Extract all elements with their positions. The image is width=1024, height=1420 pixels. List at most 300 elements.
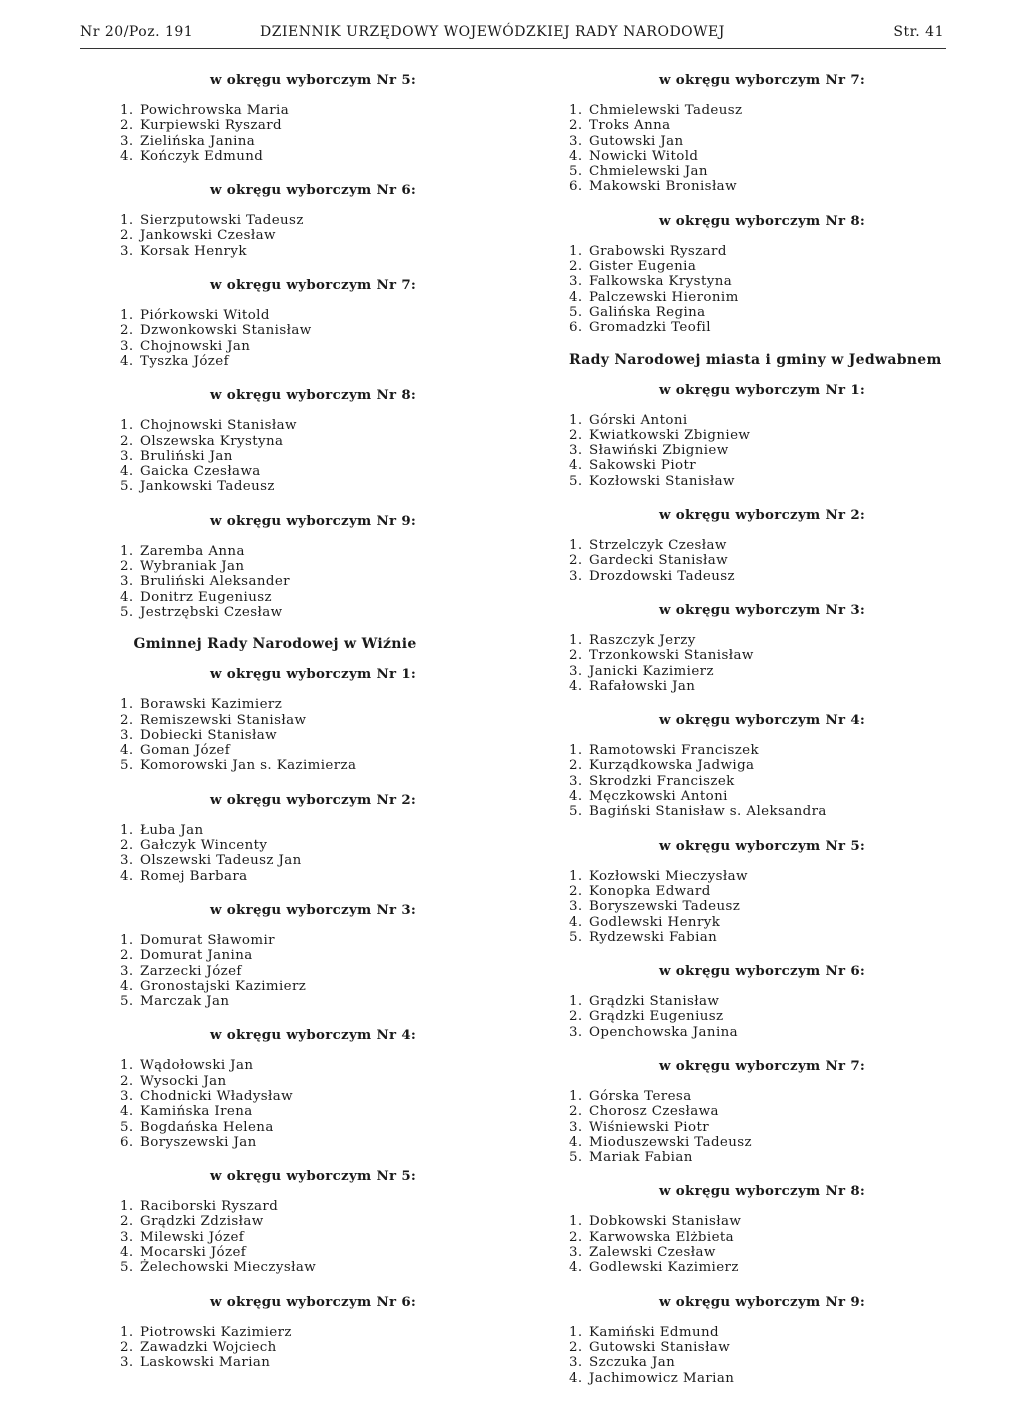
- member-number: 5.: [120, 604, 134, 620]
- member-number: 4.: [120, 743, 134, 759]
- district-block: [120, 1292, 430, 1371]
- member-item: [569, 1340, 959, 1355]
- member-list: [569, 633, 959, 694]
- member-number: 2.: [120, 1214, 134, 1230]
- member-name: Romej Barbara: [140, 868, 248, 884]
- member-item: [120, 1135, 430, 1150]
- district-heading-text: w okręgu wyborczym Nr 6:: [210, 1293, 417, 1310]
- member-item: [569, 103, 959, 118]
- member-item: [120, 758, 430, 773]
- member-item: [569, 1245, 959, 1260]
- member-name: Kamiński Edmund: [589, 1324, 719, 1340]
- member-name: Łuba Jan: [140, 822, 204, 838]
- member-item: [120, 244, 430, 259]
- district-heading-text: w okręgu wyborczym Nr 5:: [659, 837, 866, 854]
- member-item: [569, 428, 959, 443]
- district-block: [120, 385, 430, 494]
- member-number: 3.: [120, 1355, 134, 1371]
- member-name: Mariak Fabian: [589, 1150, 693, 1166]
- member-list: [120, 697, 430, 773]
- member-name: Gałczyk Wincenty: [140, 838, 268, 854]
- member-number: 2.: [120, 323, 134, 339]
- member-item: [569, 538, 959, 553]
- member-number: 2.: [569, 883, 583, 899]
- member-number: 5.: [569, 929, 583, 945]
- member-name: Laskowski Marian: [140, 1355, 271, 1371]
- member-item: [120, 1074, 430, 1089]
- member-name: Grabowski Ryszard: [589, 243, 727, 259]
- member-list: [569, 994, 959, 1040]
- member-number: 2.: [120, 433, 134, 449]
- member-number: 5.: [569, 164, 583, 180]
- district-heading-text: w okręgu wyborczym Nr 9:: [210, 512, 417, 529]
- member-item: [569, 758, 959, 773]
- member-number: 3.: [569, 1355, 583, 1371]
- member-item: [120, 339, 430, 354]
- member-number: 2.: [569, 1339, 583, 1355]
- left-column: [120, 70, 430, 1387]
- member-name: Chojnowski Jan: [140, 338, 251, 354]
- member-number: 2.: [120, 559, 134, 575]
- member-number: 4.: [569, 1134, 583, 1150]
- right-column: [569, 70, 959, 1402]
- member-name: Trzonkowski Stanisław: [589, 648, 754, 664]
- member-name: Skrodzki Franciszek: [589, 773, 735, 789]
- district-block: [569, 1056, 959, 1165]
- member-name: Zalewski Czesław: [589, 1245, 716, 1261]
- member-item: [569, 179, 959, 194]
- member-item: [569, 899, 959, 914]
- member-number: 6.: [569, 320, 583, 336]
- member-number: 5.: [569, 1150, 583, 1166]
- member-name: Kozłowski Mieczysław: [589, 868, 748, 884]
- member-list: [120, 1325, 430, 1371]
- member-name: Mocarski Józef: [140, 1245, 247, 1261]
- district-block: [120, 511, 430, 620]
- member-item: [569, 443, 959, 458]
- member-number: 4.: [569, 148, 583, 164]
- member-number: 3.: [120, 133, 134, 149]
- member-item: [569, 244, 959, 259]
- member-name: Szczuka Jan: [589, 1355, 676, 1371]
- member-item: [120, 933, 430, 948]
- member-number: 2.: [569, 1104, 583, 1120]
- member-number: 3.: [569, 773, 583, 789]
- member-number: 3.: [569, 274, 583, 290]
- member-number: 3.: [120, 338, 134, 354]
- member-name: Karwowska Elżbieta: [589, 1229, 735, 1245]
- member-number: 4.: [569, 789, 583, 805]
- member-name: Zarzecki Józef: [140, 963, 242, 979]
- district-heading-text: w okręgu wyborczym Nr 3:: [659, 601, 866, 618]
- member-list: [120, 933, 430, 1009]
- member-item: [120, 1230, 430, 1245]
- member-number: 3.: [120, 243, 134, 259]
- member-number: 1.: [569, 632, 583, 648]
- member-number: 4.: [120, 464, 134, 480]
- member-item: [569, 118, 959, 133]
- member-name: Chodnicki Władysław: [140, 1088, 294, 1104]
- district-block: [569, 70, 959, 195]
- member-number: 1.: [569, 994, 583, 1010]
- member-item: [120, 823, 430, 838]
- member-number: 3.: [569, 568, 583, 584]
- district-heading: [569, 600, 959, 620]
- member-name: Goman Józef: [140, 743, 231, 759]
- member-name: Boryszewski Jan: [140, 1134, 257, 1150]
- member-item: [120, 1199, 430, 1214]
- member-name: Dobiecki Stanisław: [140, 727, 278, 743]
- member-item: [120, 134, 430, 149]
- district-block: [120, 664, 430, 773]
- member-name: Mioduszewski Tadeusz: [589, 1134, 753, 1150]
- district-heading-text: w okręgu wyborczym Nr 8:: [210, 387, 417, 404]
- district-block: [569, 380, 959, 489]
- member-item: [120, 118, 430, 133]
- member-name: Powichrowska Maria: [140, 103, 290, 118]
- member-name: Górska Teresa: [589, 1088, 692, 1104]
- member-name: Wybraniak Jan: [140, 559, 245, 575]
- district-heading-text: w okręgu wyborczym Nr 1:: [659, 381, 866, 398]
- district-block: [120, 900, 430, 1009]
- member-item: [120, 1104, 430, 1119]
- member-item: [120, 728, 430, 743]
- district-heading-text: w okręgu wyborczym Nr 9:: [659, 1293, 866, 1310]
- member-name: Gutowski Jan: [589, 133, 684, 149]
- member-number: 3.: [120, 1229, 134, 1245]
- member-item: [569, 633, 959, 648]
- member-item: [120, 697, 430, 712]
- member-name: Sławiński Zbigniew: [589, 443, 729, 459]
- member-item: [569, 305, 959, 320]
- district-block: [120, 1025, 430, 1150]
- member-number: 4.: [569, 1260, 583, 1276]
- member-number: 3.: [120, 574, 134, 590]
- district-heading-text: w okręgu wyborczym Nr 2:: [210, 791, 417, 808]
- member-item: [569, 1120, 959, 1135]
- district-heading-text: w okręgu wyborczym Nr 7:: [659, 72, 866, 88]
- left-council-blocks: [120, 664, 430, 1370]
- member-item: [569, 1230, 959, 1245]
- member-item: [120, 544, 430, 559]
- member-number: 1.: [120, 1324, 134, 1340]
- district-heading: [569, 961, 959, 981]
- member-item: [120, 323, 430, 338]
- member-item: [120, 479, 430, 494]
- district-heading: [120, 900, 430, 920]
- member-item: [120, 1120, 430, 1135]
- member-number: 5.: [120, 1260, 134, 1276]
- member-list: [569, 538, 959, 584]
- district-heading: [120, 385, 430, 405]
- member-number: 4.: [120, 868, 134, 884]
- member-name: Żelechowski Mieczysław: [140, 1260, 317, 1276]
- member-name: Dzwonkowski Stanisław: [140, 323, 312, 339]
- member-number: 3.: [120, 963, 134, 979]
- member-number: 3.: [569, 1245, 583, 1261]
- member-name: Grądzki Stanisław: [589, 994, 720, 1010]
- member-name: Borawski Kazimierz: [140, 697, 283, 713]
- right-continued-blocks: [569, 70, 959, 336]
- member-item: [569, 743, 959, 758]
- member-name: Grądzki Eugeniusz: [589, 1009, 724, 1025]
- member-name: Palczewski Hieronim: [589, 289, 739, 305]
- member-name: Kwiatkowski Zbigniew: [589, 427, 751, 443]
- member-name: Konopka Edward: [589, 883, 711, 899]
- member-list: [569, 244, 959, 336]
- member-name: Grądzki Zdzisław: [140, 1214, 264, 1230]
- member-item: [120, 853, 430, 868]
- member-name: Chorosz Czesława: [589, 1104, 719, 1120]
- member-item: [569, 149, 959, 164]
- member-number: 4.: [569, 289, 583, 305]
- member-number: 5.: [120, 758, 134, 774]
- member-item: [120, 1340, 430, 1355]
- district-block: [569, 600, 959, 694]
- member-item: [120, 994, 430, 1009]
- member-item: [569, 679, 959, 694]
- district-heading-text: w okręgu wyborczym Nr 6:: [659, 963, 866, 980]
- district-heading: [120, 1166, 430, 1186]
- member-number: 3.: [120, 1088, 134, 1104]
- member-name: Kozłowski Stanisław: [589, 473, 735, 489]
- member-number: 5.: [569, 804, 583, 820]
- member-number: 2.: [569, 553, 583, 569]
- member-number: 1.: [569, 743, 583, 759]
- district-heading: [569, 836, 959, 856]
- member-name: Ramotowski Franciszek: [589, 743, 760, 759]
- member-item: [569, 1371, 959, 1386]
- member-item: [569, 930, 959, 945]
- member-item: [120, 228, 430, 243]
- member-name: Dobkowski Stanisław: [589, 1214, 742, 1230]
- member-number: 6.: [569, 179, 583, 195]
- member-number: 1.: [120, 932, 134, 948]
- member-item: [569, 869, 959, 884]
- district-heading: [120, 1025, 430, 1045]
- member-number: 2.: [120, 228, 134, 244]
- member-name: Sierzputowski Tadeusz: [140, 213, 304, 229]
- member-name: Troks Anna: [589, 118, 671, 134]
- member-name: Remiszewski Stanisław: [140, 712, 307, 728]
- member-item: [569, 320, 959, 335]
- member-name: Tyszka Józef: [140, 353, 229, 369]
- district-heading: [569, 1056, 959, 1076]
- district-heading: [569, 380, 959, 400]
- member-number: 1.: [569, 868, 583, 884]
- member-number: 1.: [569, 538, 583, 554]
- member-list: [120, 308, 430, 369]
- member-item: [569, 569, 959, 584]
- left-continued-blocks: [120, 70, 430, 620]
- district-heading: [569, 1292, 959, 1312]
- member-item: [569, 789, 959, 804]
- member-name: Wądołowski Jan: [140, 1058, 254, 1074]
- member-number: 2.: [120, 712, 134, 728]
- member-number: 4.: [120, 1245, 134, 1261]
- member-name: Gister Eugenia: [589, 259, 697, 275]
- member-name: Bogdańska Helena: [140, 1119, 274, 1135]
- district-heading-text: w okręgu wyborczym Nr 1:: [210, 666, 417, 683]
- member-list: [569, 743, 959, 819]
- member-number: 1.: [120, 1058, 134, 1074]
- district-heading-text: w okręgu wyborczym Nr 4:: [659, 712, 866, 729]
- member-item: [120, 948, 430, 963]
- member-number: 3.: [120, 727, 134, 743]
- member-list: [569, 1089, 959, 1165]
- member-item: [569, 290, 959, 305]
- member-item: [569, 1325, 959, 1340]
- district-heading: [569, 1181, 959, 1201]
- member-item: [120, 149, 430, 164]
- member-name: Nowicki Witold: [589, 148, 699, 164]
- district-heading: [120, 511, 430, 531]
- member-item: [569, 413, 959, 428]
- member-name: Falkowska Krystyna: [589, 274, 733, 290]
- issue-number: Nr 20/Poz. 191: [80, 24, 194, 40]
- district-heading-text: w okręgu wyborczym Nr 5:: [210, 72, 417, 88]
- district-heading: [569, 710, 959, 730]
- member-number: 4.: [569, 678, 583, 694]
- member-item: [569, 1150, 959, 1165]
- member-name: Raciborski Ryszard: [140, 1199, 279, 1215]
- member-number: 2.: [569, 758, 583, 774]
- member-name: Kurpiewski Ryszard: [140, 118, 282, 134]
- member-number: 5.: [120, 994, 134, 1010]
- member-name: Gardecki Stanisław: [589, 553, 729, 569]
- member-name: Marczak Jan: [140, 994, 230, 1010]
- member-item: [120, 713, 430, 728]
- member-number: 3.: [569, 1024, 583, 1040]
- member-number: 3.: [569, 899, 583, 915]
- district-heading-text: w okręgu wyborczym Nr 6:: [210, 182, 417, 199]
- member-item: [120, 1058, 430, 1073]
- member-number: 2.: [569, 259, 583, 275]
- member-number: 4.: [569, 458, 583, 474]
- member-item: [120, 103, 430, 118]
- member-name: Zaremba Anna: [140, 543, 245, 559]
- member-name: Jestrzębski Czesław: [140, 604, 283, 620]
- member-item: [120, 743, 430, 758]
- member-item: [120, 1245, 430, 1260]
- member-item: [120, 1355, 430, 1370]
- member-number: 1.: [120, 543, 134, 559]
- district-heading: [120, 1292, 430, 1312]
- member-list: [120, 1058, 430, 1150]
- member-name: Korsak Henryk: [140, 243, 247, 259]
- member-name: Gutowski Stanisław: [589, 1339, 731, 1355]
- member-name: Godlewski Kazimierz: [589, 1260, 739, 1276]
- member-item: [569, 804, 959, 819]
- council-title: Gminnej Rady Narodowej w Wiźnie: [133, 636, 417, 653]
- member-name: Domurat Sławomir: [140, 932, 275, 948]
- member-number: 1.: [569, 1088, 583, 1104]
- member-name: Rydzewski Fabian: [589, 929, 718, 945]
- member-item: [569, 1089, 959, 1104]
- member-item: [569, 884, 959, 899]
- member-number: 4.: [569, 1370, 583, 1386]
- member-item: [569, 1104, 959, 1119]
- member-item: [569, 1009, 959, 1024]
- page-header: [80, 20, 946, 49]
- member-item: [120, 449, 430, 464]
- member-name: Jachimowicz Marian: [589, 1370, 735, 1386]
- member-name: Kończyk Edmund: [140, 148, 264, 164]
- member-number: 5.: [569, 304, 583, 320]
- member-item: [569, 1135, 959, 1150]
- member-list: [120, 418, 430, 494]
- member-item: [569, 774, 959, 789]
- member-name: Openchowska Janina: [589, 1024, 739, 1040]
- member-name: Rafałowski Jan: [589, 678, 696, 694]
- member-name: Janicki Kazimierz: [589, 663, 714, 679]
- journal-title: DZIENNIK URZĘDOWY WOJEWÓDZKIEJ RADY NARODOWEJ: [260, 24, 725, 40]
- member-item: [120, 213, 430, 228]
- member-item: [120, 464, 430, 479]
- member-item: [120, 434, 430, 449]
- member-number: 2.: [569, 118, 583, 134]
- member-name: Zawadzki Wojciech: [140, 1339, 277, 1355]
- member-item: [120, 1214, 430, 1229]
- district-heading-text: w okręgu wyborczym Nr 3:: [210, 901, 417, 918]
- member-name: Domurat Janina: [140, 948, 253, 964]
- member-item: [569, 648, 959, 663]
- member-item: [120, 354, 430, 369]
- member-number: 4.: [120, 978, 134, 994]
- member-name: Bruliński Jan: [140, 448, 233, 464]
- district-heading: [569, 505, 959, 525]
- member-number: 1.: [120, 213, 134, 229]
- member-item: [120, 1089, 430, 1104]
- member-name: Kurządkowska Jadwiga: [589, 758, 755, 774]
- member-name: Piórkowski Witold: [140, 308, 270, 324]
- member-name: Wiśniewski Piotr: [589, 1119, 710, 1135]
- member-number: 2.: [120, 118, 134, 134]
- member-name: Piotrowski Kazimierz: [140, 1324, 292, 1340]
- member-name: Donitrz Eugeniusz: [140, 589, 272, 605]
- member-name: Bruliński Aleksander: [140, 574, 290, 590]
- member-item: [120, 605, 430, 620]
- member-name: Drozdowski Tadeusz: [589, 568, 735, 584]
- member-list: [120, 823, 430, 884]
- district-block: [569, 1292, 959, 1386]
- member-number: 2.: [120, 948, 134, 964]
- member-number: 1.: [569, 1324, 583, 1340]
- member-list: [569, 1214, 959, 1275]
- member-number: 4.: [120, 1104, 134, 1120]
- member-item: [569, 1260, 959, 1275]
- member-name: Wysocki Jan: [140, 1073, 227, 1089]
- member-item: [120, 838, 430, 853]
- member-list: [569, 103, 959, 195]
- member-list: [120, 103, 430, 164]
- member-name: Galińska Regina: [589, 304, 706, 320]
- member-name: Męczkowski Antoni: [589, 789, 728, 805]
- member-item: [120, 418, 430, 433]
- member-number: 1.: [569, 243, 583, 259]
- member-number: 1.: [120, 308, 134, 324]
- page-number: Str. 41: [893, 24, 944, 40]
- right-council-blocks: [569, 380, 959, 1386]
- member-name: Boryszewski Tadeusz: [589, 899, 741, 915]
- member-number: 2.: [120, 1339, 134, 1355]
- member-item: [569, 1214, 959, 1229]
- district-heading-text: w okręgu wyborczym Nr 4:: [210, 1027, 417, 1044]
- member-number: 6.: [120, 1134, 134, 1150]
- member-name: Bagiński Stanisław s. Aleksandra: [589, 804, 827, 820]
- member-item: [569, 259, 959, 274]
- member-number: 3.: [569, 1119, 583, 1135]
